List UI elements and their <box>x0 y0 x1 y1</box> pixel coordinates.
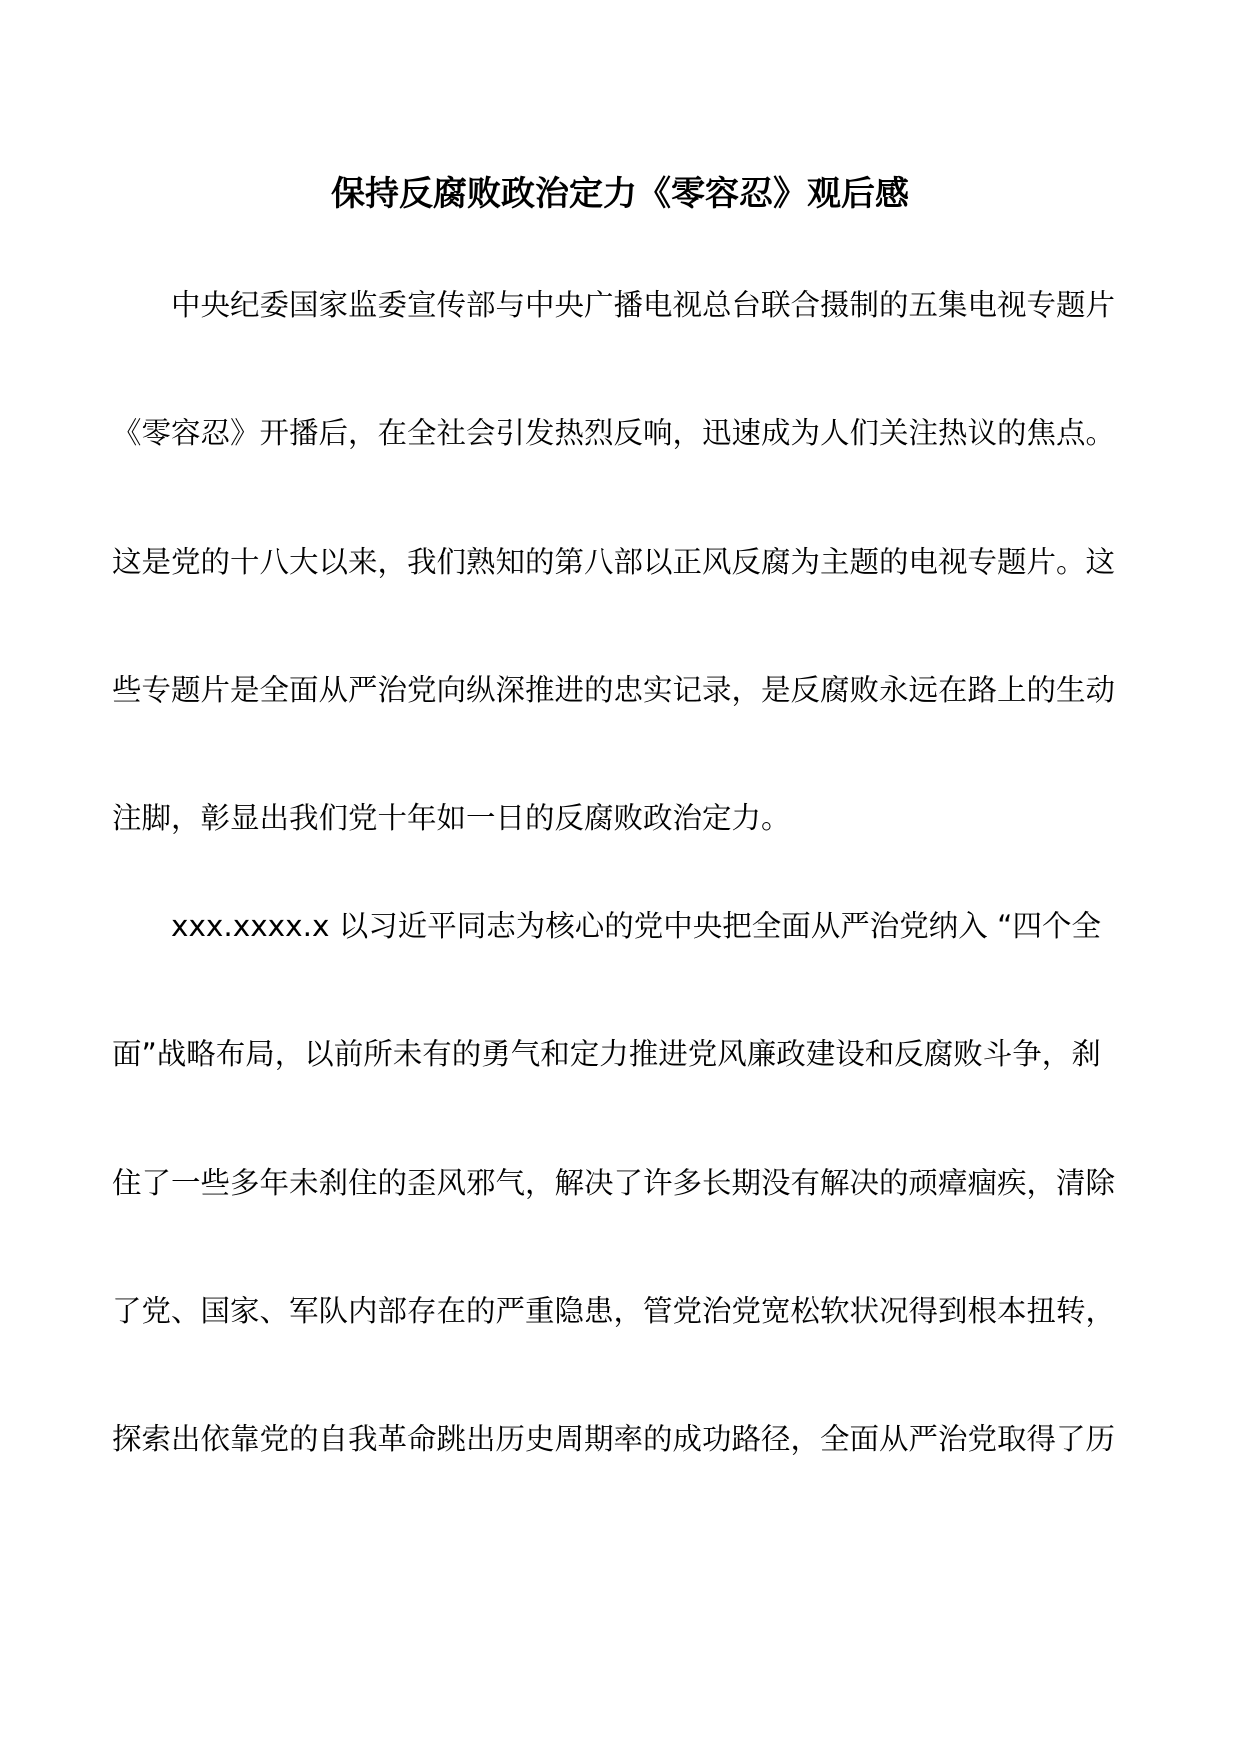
paragraph-2-line-3: 住了一些多年未刹住的歪风邪气，解决了许多长期没有解决的顽瘴痼疾，清除 <box>112 1166 1116 1200</box>
paragraph-2-line-5: 探索出依靠党的自我革命跳出历史周期率的成功路径，全面从严治党取得了历 <box>112 1422 1116 1456</box>
paragraph-1-line-4: 些专题片是全面从严治党向纵深推进的忠实记录，是反腐败永远在路上的生动 <box>112 673 1116 707</box>
paragraph-2-line-1: xxx.xxxx.x 以习近平同志为核心的党中央把全面从严治党纳入 “四个全 <box>171 909 1101 943</box>
paragraph-1-line-1: 中央纪委国家监委宣传部与中央广播电视总台联合摄制的五集电视专题片 <box>171 288 1116 322</box>
paragraph-2-line-2: 面”战略布局，以前所未有的勇气和定力推进党风廉政建设和反腐败斗争，刹 <box>112 1037 1101 1071</box>
document-title: 保持反腐败政治定力《零容忍》观后感 <box>331 174 909 214</box>
paragraph-1-line-2: 《零容忍》开播后，在全社会引发热烈反响，迅速成为人们关注热议的焦点。 <box>112 416 1116 450</box>
paragraph-1-line-5: 注脚，彰显出我们党十年如一日的反腐败政治定力。 <box>112 801 791 835</box>
paragraph-2-line-4: 了党、国家、军队内部存在的严重隐患，管党治党宽松软状况得到根本扭转， <box>112 1294 1116 1328</box>
paragraph-1-line-3: 这是党的十八大以来，我们熟知的第八部以正风反腐为主题的电视专题片。这 <box>112 545 1116 579</box>
